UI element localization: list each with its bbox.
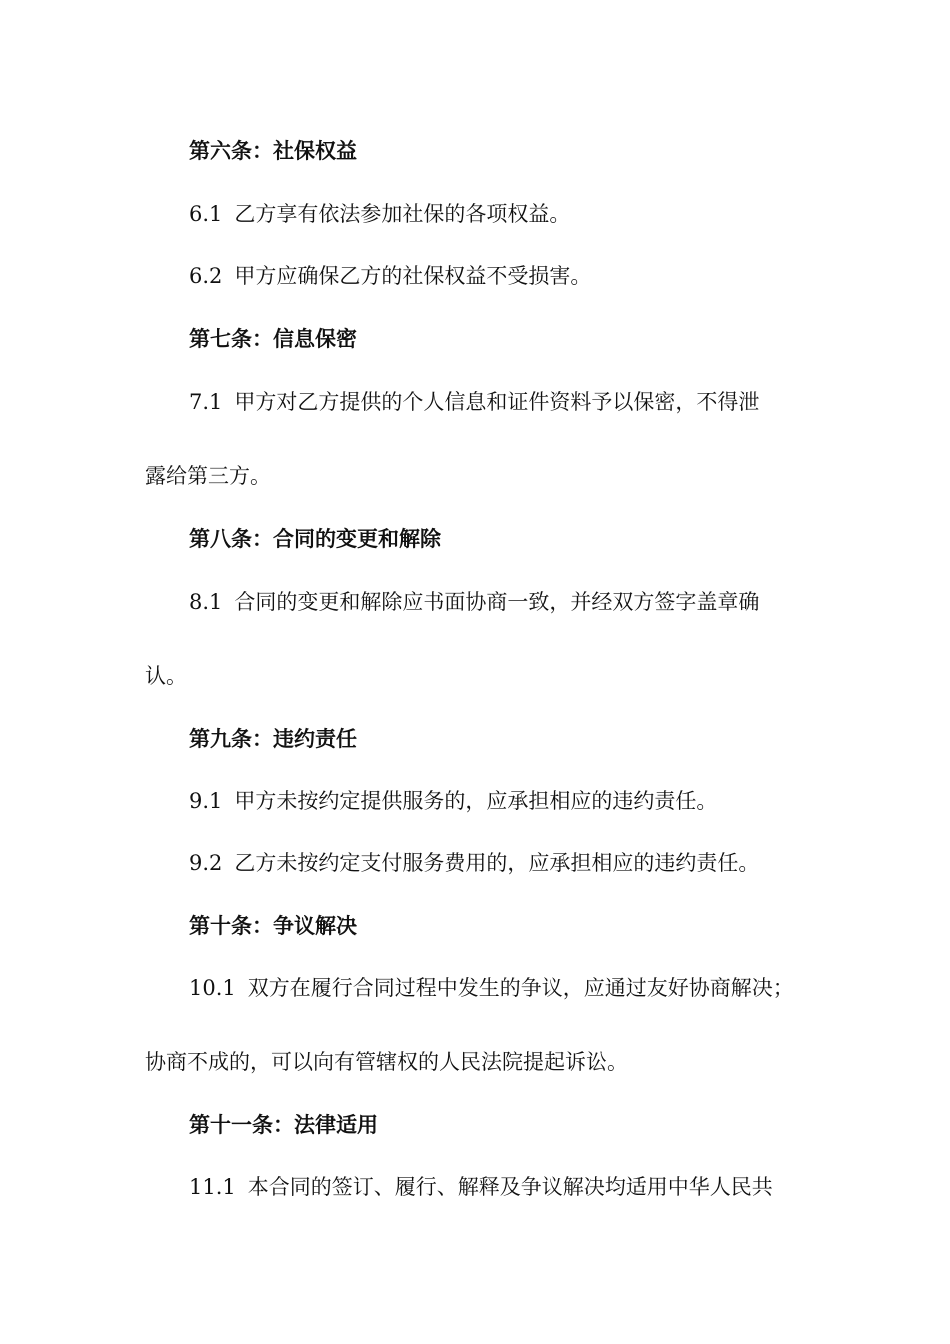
- clause-text: 合同的变更和解除应书面协商一致，并经双方签字盖章确: [234, 590, 760, 614]
- section-heading-11: 第十一条：法律适用: [189, 1113, 378, 1137]
- clause-10-1: [189, 974, 794, 1002]
- clause-text: 甲方应确保乙方的社保权益不受损害。: [234, 264, 592, 288]
- clause-9-1: [189, 787, 717, 815]
- clause-number: 7.1: [189, 390, 223, 414]
- clause-6-2: [189, 262, 591, 290]
- clause-10-1-continuation: 协商不成的，可以向有管辖权的人民法院提起诉讼。: [145, 1050, 628, 1074]
- clause-7-1-continuation: 露给第三方。: [145, 464, 271, 488]
- clause-8-1: [189, 588, 759, 616]
- section-heading-7: 第七条：信息保密: [189, 327, 357, 351]
- clause-text: 双方在履行合同过程中发生的争议，应通过友好协商解决；: [247, 976, 794, 1000]
- clause-text: 甲方对乙方提供的个人信息和证件资料予以保密，不得泄: [234, 390, 760, 414]
- clause-6-1: [189, 200, 570, 228]
- clause-number: 11.1: [189, 1175, 236, 1199]
- clause-7-1: [189, 388, 759, 416]
- clause-text: 乙方享有依法参加社保的各项权益。: [234, 202, 571, 226]
- clause-8-1-continuation: 认。: [145, 664, 187, 688]
- section-heading-6: 第六条：社保权益: [189, 139, 357, 163]
- section-heading-8: 第八条：合同的变更和解除: [189, 527, 441, 551]
- section-heading-10: 第十条：争议解决: [189, 914, 357, 938]
- clause-number: 9.1: [189, 789, 223, 813]
- clause-text: 甲方未按约定提供服务的，应承担相应的违约责任。: [234, 789, 718, 813]
- clause-text: 本合同的签订、履行、解释及争议解决均适用中华人民共: [247, 1175, 773, 1199]
- clause-9-2: [189, 849, 759, 877]
- clause-11-1: [189, 1173, 773, 1201]
- clause-number: 6.2: [189, 264, 223, 288]
- clause-number: 10.1: [189, 976, 236, 1000]
- clause-number: 6.1: [189, 202, 223, 226]
- clause-text: 乙方未按约定支付服务费用的，应承担相应的违约责任。: [234, 851, 760, 875]
- clause-number: 9.2: [189, 851, 223, 875]
- clause-number: 8.1: [189, 590, 223, 614]
- section-heading-9: 第九条：违约责任: [189, 727, 357, 751]
